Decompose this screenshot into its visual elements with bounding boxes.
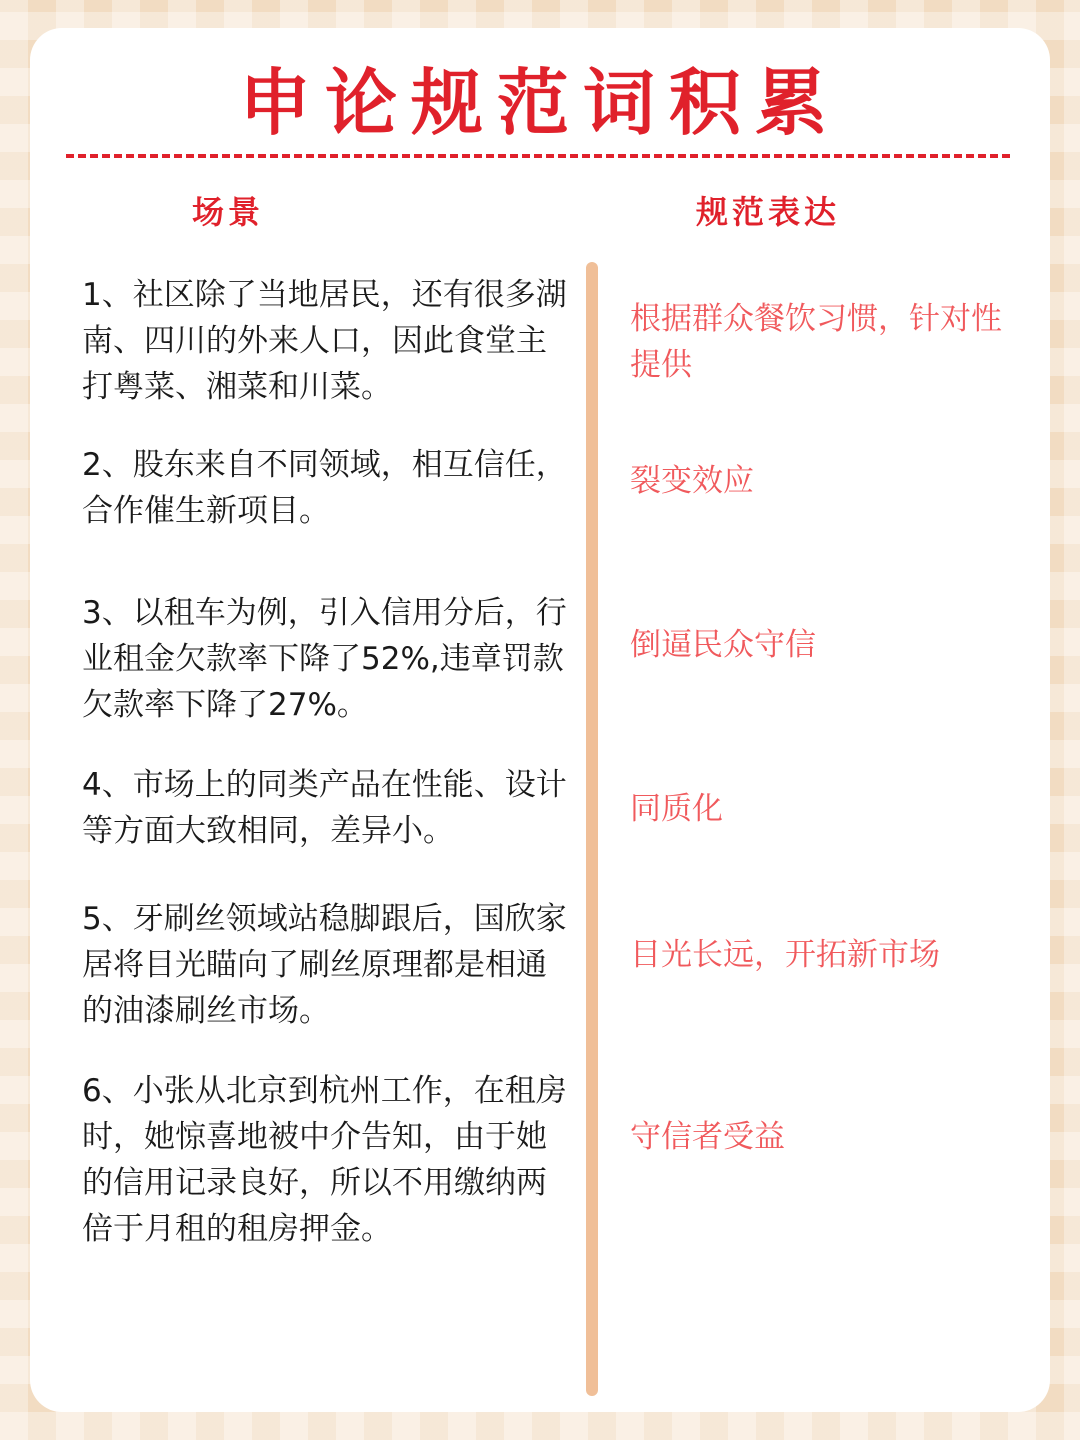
scene-text-5: 5、牙刷丝领域站稳脚跟后，国欣家居将目光瞄向了刷丝原理都是相通的油漆刷丝市场。 [82, 901, 567, 1029]
scene-text-4: 4、市场上的同类产品在性能、设计等方面大致相同，差异小。 [82, 767, 567, 849]
scene-text-6: 6、小张从北京到杭州工作，在租房时，她惊喜地被中介告知，由于她的信用记录良好，所以不用缴纳两倍于月租的租房押金。 [82, 1073, 567, 1247]
column-header-scene: 场景 [192, 193, 265, 231]
title-divider [66, 154, 1010, 158]
page-title: 申论规范词积累 [238, 61, 841, 145]
expression-text-3: 倒逼民众守信 [630, 627, 816, 663]
column-divider [586, 262, 598, 1396]
expression-text-4: 同质化 [630, 791, 723, 827]
expression-text-6: 守信者受益 [630, 1119, 785, 1155]
expression-text-2: 裂变效应 [630, 463, 754, 499]
scene-text-1: 1、社区除了当地居民，还有很多湖南、四川的外来人口，因此食堂主打粤菜、湘菜和川菜。 [82, 277, 567, 405]
expression-text-5: 目光长远，开拓新市场 [630, 937, 940, 973]
scene-text-3: 3、以租车为例，引入信用分后，行业租金欠款率下降了52%,违章罚款欠款率下降了27%。 [82, 595, 567, 723]
expression-text-1: 根据群众餐饮习惯，针对性提供 [630, 301, 1002, 383]
column-header-expression: 规范表达 [696, 193, 841, 231]
scene-text-2: 2、股东来自不同领域，相互信任，合作催生新项目。 [82, 447, 567, 529]
